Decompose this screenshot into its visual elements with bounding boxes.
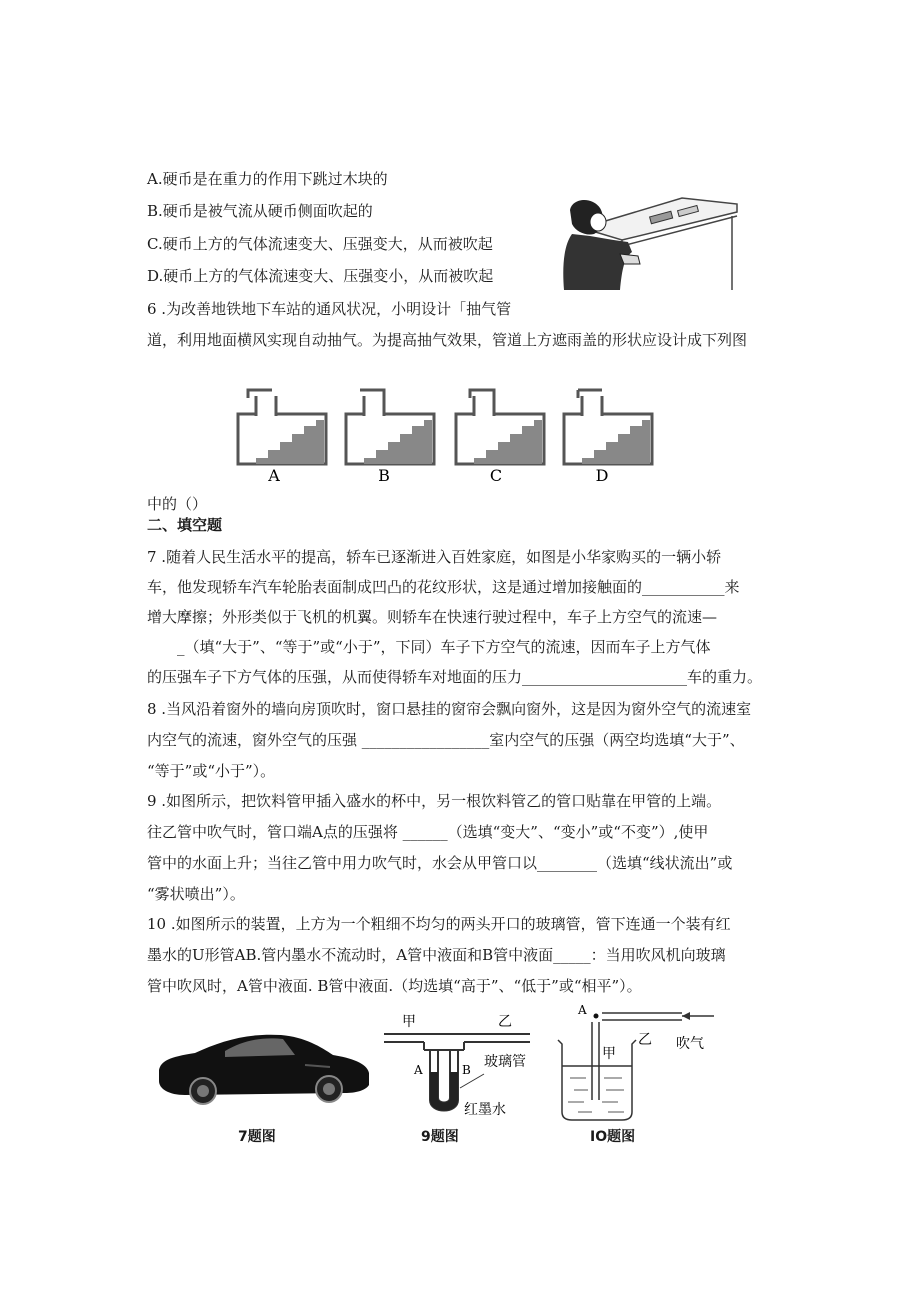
q9-line-2: 往乙管中吹气时，管口端A点的压强将 ______（选填“变大”、“变小”或“不变”）,使甲 — [147, 823, 709, 841]
q9-line-4: “雾状喷出”）。 — [147, 885, 245, 903]
q6-line-2: 道，利用地面横风实现自动抽气。为提高抽气效果，管道上方遮雨盖的形状应设计成下列图 — [147, 331, 748, 349]
fig9-caption: 9题图 — [421, 1129, 459, 1145]
coin-blowing-illustration — [562, 190, 742, 290]
fig9-label-ink: 红墨水 — [464, 1102, 506, 1118]
q6-option-c-shape — [456, 390, 544, 464]
q6-option-b-shape — [346, 390, 434, 464]
q6-line-3: 中的（） — [147, 495, 208, 513]
q9-line-1: 9 .如图所示，把饮料管甲插入盛水的杯中，另一根饮料管乙的管口贴靠在甲管的上端。 — [147, 792, 722, 810]
q8-line-3: “等于”或“小于”）。 — [147, 762, 276, 780]
fig10-label-a: A — [578, 1003, 587, 1017]
q10-line-1: 10 .如图所示的装置，上方为一个粗细不均匀的两头开口的玻璃管，管下连通一个装有红 — [147, 915, 731, 933]
u-tube-figure — [380, 1010, 550, 1120]
q8-line-2: 内空气的流速，窗外空气的压强 _________________室内空气的压强（两空均选填“大于”、 — [147, 731, 745, 749]
fig9-label-yi: 乙 — [498, 1014, 512, 1030]
fig10-label-yi: 乙 — [638, 1032, 652, 1048]
q6-label-b: B — [378, 466, 390, 485]
q6-options-figure — [234, 384, 664, 490]
q7-line-5: 的压强车子下方气体的压强，从而使得轿车对地面的压力______________________车的重力。 — [147, 668, 763, 686]
q6-label-a: A — [268, 466, 280, 485]
q10-line-3: 管中吹风时，A管中液面. B管中液面.（均选填“高于”、“低于”或“相平”）。 — [147, 977, 642, 995]
fig10-label-blow: 吹气 — [676, 1036, 704, 1052]
q6-option-d-shape — [564, 390, 652, 464]
fig9-label-a: A — [414, 1063, 423, 1077]
fig9-label-b: B — [462, 1063, 471, 1077]
beaker-figure — [552, 1000, 722, 1125]
fig9-label-jia: 甲 — [402, 1014, 416, 1030]
q7-line-1: 7 .随着人民生活水平的提高，轿车已逐渐进入百姓家庭，如图是小华家购买的一辆小轿 — [147, 548, 722, 566]
q5-option-b: B.硬币是被气流从硬币侧面吹起的 — [147, 202, 373, 220]
q5-option-c: C.硬币上方的气体流速变大、压强变大，从而被吹起 — [147, 235, 493, 253]
fig10-label-jia: 甲 — [602, 1046, 616, 1062]
q8-line-1: 8 .当风沿着窗外的墙向房顶吹时，窗口悬挂的窗帘会飘向窗外，这是因为窗外空气的流速室 — [147, 700, 752, 718]
q5-option-a: A.硬币是在重力的作用下跳过木块的 — [147, 170, 388, 188]
q7-line-2: 车，他发现轿车汽车轮胎表面制成凹凸的花纹形状，这是通过增加接触面的___________来 — [147, 578, 740, 596]
car-figure — [155, 1025, 375, 1110]
q9-line-3: 管中的水面上升；当往乙管中用力吹气时，水会从甲管口以________（选填“线状流出”或 — [147, 854, 733, 872]
q6-label-c: C — [489, 466, 503, 485]
fig9-label-glass: 玻璃管 — [484, 1054, 526, 1070]
fig10-caption: IO题图 — [590, 1129, 636, 1145]
q10-line-2: 墨水的U形管AB.管内墨水不流动时，A管中液面和B管中液面_____：当用吹风机向玻璃 — [147, 946, 726, 964]
q7-line-3: 增大摩擦；外形类似于飞机的机翼。则轿车在快速行驶过程中，车子上方空气的流速— — [147, 608, 718, 626]
q7-line-4: _（填“大于”、“等于”或“小于”，下同）车子下方空气的流速，因而车子上方气体 — [177, 638, 711, 656]
q6-line-1: 6 .为改善地铁地下车站的通风状况，小明设计「抽气管 — [147, 300, 512, 318]
q6-label-d: D — [595, 466, 609, 485]
section-title: 二、填空题 — [147, 516, 223, 534]
fig7-caption: 7题图 — [238, 1129, 276, 1145]
q5-option-d: D.硬币上方的气体流速变大、压强变小，从而被吹起 — [147, 267, 494, 285]
q6-option-a-shape — [238, 390, 326, 464]
